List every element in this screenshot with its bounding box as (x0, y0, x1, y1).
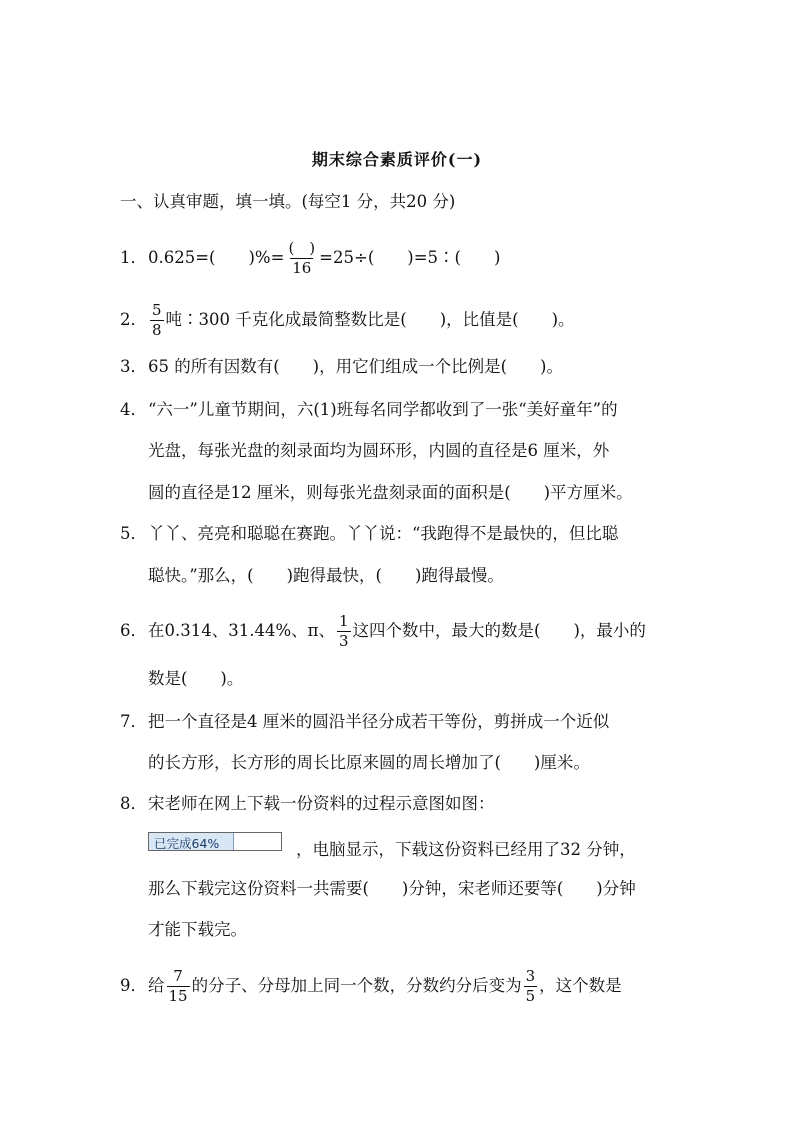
question-4-line-2: 光盘，每张光盘的刻录面均为圆环形，内圆的直径是6 厘米，外 (148, 441, 610, 460)
question-8 (120, 792, 495, 816)
question-1 (120, 241, 500, 276)
question-7-line-2: 的长方形，长方形的周长比原来圆的周长增加了( )厘米。 (148, 753, 590, 772)
question-text: 吨∶300 千克化成最简整数比是( )，比值是( )。 (165, 310, 575, 329)
question-6 (120, 614, 646, 649)
question-text: 在0.314、31.44%、π、 (148, 621, 335, 640)
fraction-denominator: 3 (339, 632, 349, 650)
question-text: 0.625=( )%= (148, 248, 285, 267)
question-number: 9． (120, 976, 147, 995)
fraction-denominator: 8 (152, 321, 162, 339)
question-text: 这四个数中，最大的数是( )，最小的 (352, 621, 646, 640)
question-4-line-3: 圆的直径是12 厘米，则每张光盘刻录面的面积是( )平方厘米。 (148, 483, 633, 502)
download-progress-bar (148, 832, 282, 851)
fraction (286, 241, 317, 276)
question-text: “六一”儿童节期间，六(1)班每名同学都收到了一张“美好童年”的 (148, 400, 618, 419)
question-8-line-3: 那么下载完这份资料一共需要( )分钟，宋老师还要等( )分钟 (148, 879, 636, 898)
fraction (150, 303, 164, 338)
fraction-denominator: 5 (525, 987, 536, 1005)
question-number: 6． (120, 621, 147, 640)
question-7 (120, 710, 609, 734)
question-text: =25÷( )=5∶( ) (319, 248, 501, 267)
question-9 (120, 969, 622, 1004)
fraction (167, 969, 190, 1004)
question-number: 2． (120, 310, 147, 329)
fraction-numerator: 3 (525, 967, 536, 985)
question-2 (120, 303, 575, 338)
question-5 (120, 522, 618, 546)
question-number: 7． (120, 712, 147, 731)
progress-label: 已完成64% (154, 836, 220, 851)
question-number: 1． (120, 248, 147, 267)
question-text: ，这个数是 (539, 976, 622, 995)
question-text: 丫丫、亮亮和聪聪在赛跑。丫丫说：“我跑得不是最快的，但比聪 (148, 524, 619, 543)
question-number: 4． (120, 400, 147, 419)
fraction-denominator: 15 (168, 987, 188, 1005)
question-text: 65 的所有因数有( )，用它们组成一个比例是( )。 (148, 357, 563, 376)
fraction-numerator: 7 (173, 967, 183, 985)
question-number: 5． (120, 524, 147, 543)
question-8-line-4: 才能下载完。 (148, 920, 247, 939)
question-text: 的分子、分母加上同一个数，分数约分后变为 (191, 976, 522, 995)
question-3 (120, 355, 563, 379)
question-6-line-2: 数是( )。 (148, 669, 244, 688)
question-4 (120, 398, 618, 422)
fraction-numerator: ( ) (288, 239, 316, 257)
section-heading: 一、认真审题，填一填。(每空1 分，共20 分) (120, 192, 456, 211)
question-8-line-2: ，电脑显示，下载这份资料已经用了32 分钟， (296, 840, 636, 859)
question-number: 3． (120, 357, 147, 376)
question-text: 给 (148, 976, 165, 995)
page-title: 期末综合素质评价(一) (311, 150, 483, 169)
fraction (524, 969, 538, 1004)
question-text: 把一个直径是4 厘米的圆沿半径分成若干等份，剪拼成一个近似 (148, 712, 610, 731)
fraction-denominator: 16 (292, 259, 312, 277)
fraction-numerator: 5 (152, 301, 162, 319)
question-5-line-2: 聪快。”那么，( )跑得最快，( )跑得最慢。 (148, 566, 504, 585)
question-number: 8． (120, 794, 147, 813)
question-text: 宋老师在网上下载一份资料的过程示意图如图： (148, 794, 495, 813)
fraction (337, 614, 351, 649)
fraction-numerator: 1 (339, 612, 349, 630)
